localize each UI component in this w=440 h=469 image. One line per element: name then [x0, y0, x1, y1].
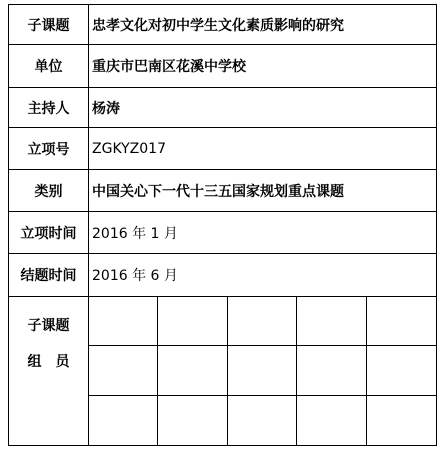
member-cell[interactable]	[228, 346, 297, 395]
category-value: 中国关心下一代十三五国家规划重点课题	[92, 183, 344, 200]
member-cell[interactable]	[367, 396, 436, 445]
unit-label: 单位	[9, 45, 89, 87]
row-subproject	[9, 5, 436, 45]
member-cell[interactable]	[158, 297, 227, 346]
member-cell[interactable]	[158, 396, 227, 445]
host-label: 主持人	[9, 88, 89, 127]
unit-value: 重庆市巴南区花溪中学校	[92, 59, 246, 75]
approval-date-value: 2016 年 1 月	[92, 225, 178, 242]
members-grid	[89, 297, 436, 445]
members-section	[9, 297, 436, 445]
completion-date-label: 结题时间	[9, 254, 89, 296]
completion-date-value: 2016 年 6 月	[92, 268, 178, 284]
member-cell[interactable]	[158, 346, 227, 395]
row-category	[9, 170, 436, 212]
member-cell[interactable]	[297, 346, 366, 395]
member-cell[interactable]	[297, 396, 366, 445]
member-cell[interactable]	[228, 297, 297, 346]
member-cell[interactable]	[297, 297, 366, 346]
member-cell[interactable]	[89, 396, 158, 445]
subproject-value: 忠孝文化对初中学生文化素质影响的研究	[92, 17, 344, 34]
members-label	[9, 297, 89, 445]
member-cell[interactable]	[228, 396, 297, 445]
member-cell[interactable]	[367, 346, 436, 395]
member-cell[interactable]	[89, 346, 158, 395]
row-project-number	[9, 128, 436, 170]
member-cell[interactable]	[89, 297, 158, 346]
members-label-line1: 子课题	[27, 318, 70, 334]
subproject-label: 子课题	[9, 5, 89, 44]
member-cell[interactable]	[367, 297, 436, 346]
project-number-value: ZGKYZ017	[92, 140, 166, 157]
host-value: 杨涛	[92, 100, 120, 117]
members-label-line2: 组员	[27, 354, 84, 370]
project-number-label: 立项号	[9, 128, 89, 169]
row-completion-date	[9, 254, 436, 297]
project-info-table	[8, 4, 437, 446]
approval-date-label: 立项时间	[9, 212, 89, 253]
row-approval-date	[9, 212, 436, 254]
category-label: 类别	[9, 170, 89, 211]
row-host	[9, 88, 436, 128]
row-unit	[9, 45, 436, 88]
